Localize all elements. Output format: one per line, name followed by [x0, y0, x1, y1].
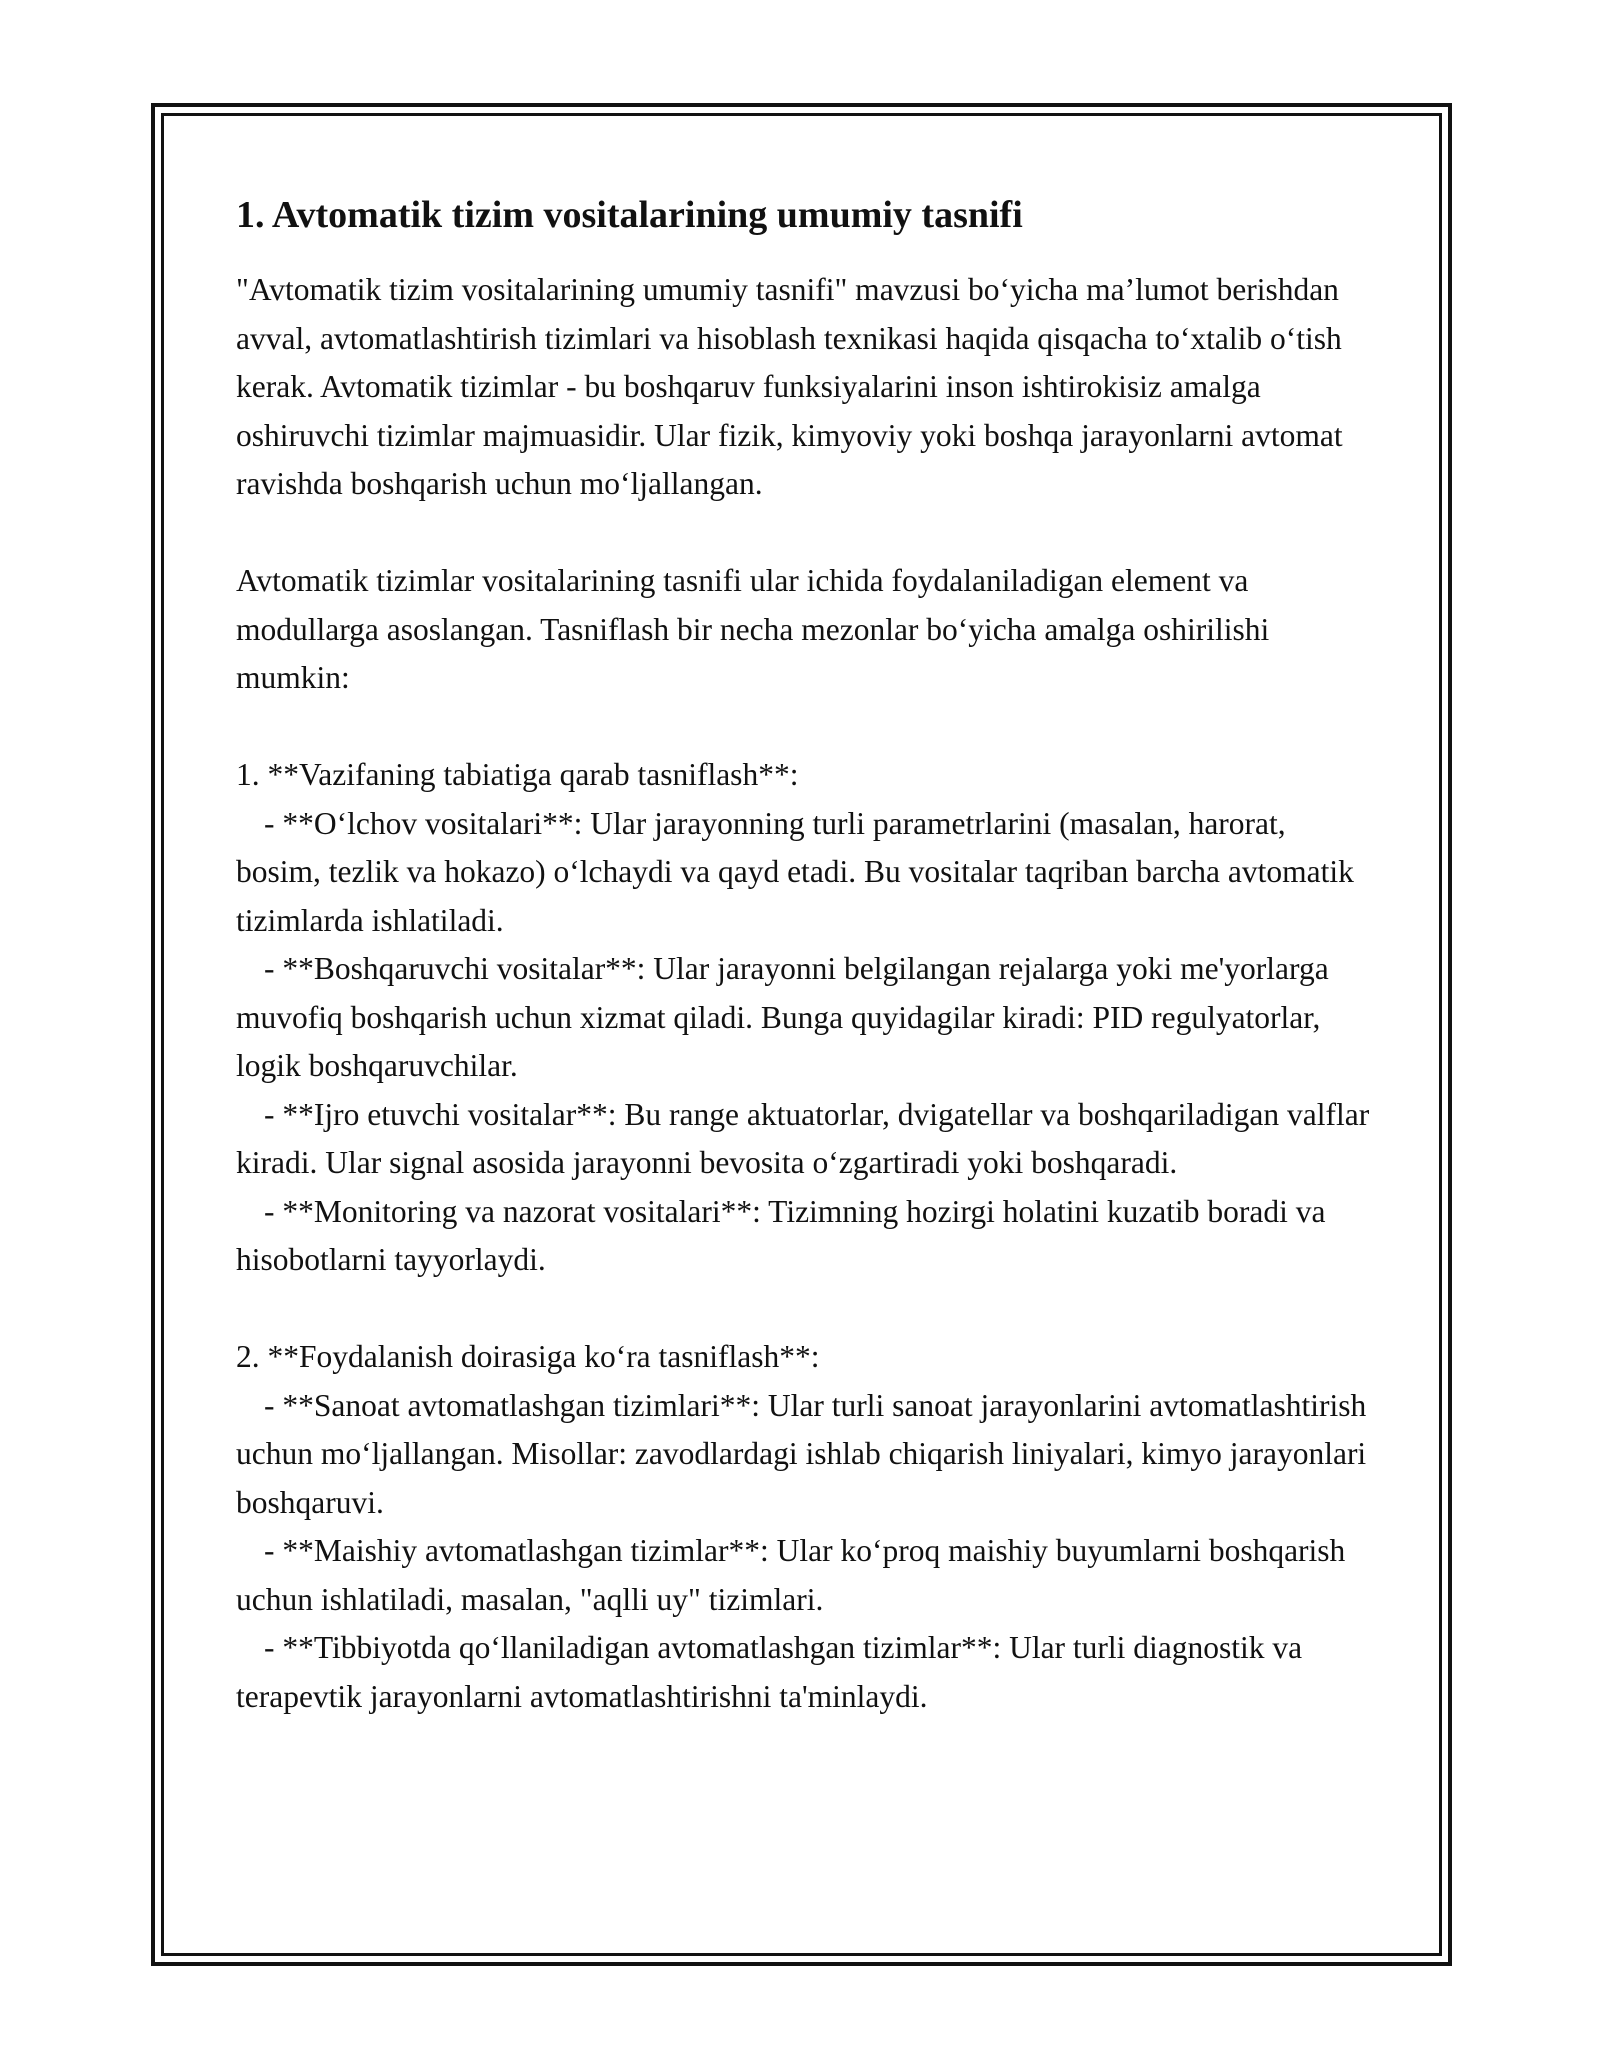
list-item-text: - **Ijro etuvchi vositalar**: Bu range aktuatorlar, dvigatellar va boshqariladigan valflar kiradi. Ular signal asosida jarayonni bevosita o‘zgartiradi yoki boshqaradi. — [236, 1096, 1370, 1180]
document-body — [236, 188, 1376, 1721]
list-item — [236, 1382, 1376, 1528]
section-1 — [236, 751, 1376, 1285]
list-item-text: - **Tibbiyotda qo‘llaniladigan avtomatlashgan tizimlar**: Ular turli diagnostik va terapevtik jarayonlarni avtomatlashtirishni ta'minlaydi. — [236, 1630, 1303, 1714]
list-item-text: - **Boshqaruvchi vositalar**: Ular jarayonni belgilangan rejalarga yoki me'yorlarga muvofiq boshqarish uchun xizmat qiladi. Bunga quyidagilar kiradi: PID regulyatorlar, logik boshqaruvchilar. — [236, 951, 1329, 1083]
list-item-text: - **Maishiy avtomatlashgan tizimlar**: Ular ko‘proq maishiy buyumlarni boshqarish uchun ishlatiladi, masalan, "aqlli uy" tizimlari. — [236, 1533, 1346, 1617]
list-item-text: - **Sanoat avtomatlashgan tizimlari**: Ular turli sanoat jarayonlarini avtomatlashtirish uchun mo‘ljallangan. Misollar: zavodlardagi ishlab chiqarish liniyalari, kimyo jarayonlari boshqaruvi. — [236, 1387, 1367, 1520]
document-title: 1. Avtomatik tizim vositalarining umumiy tasnifi — [236, 194, 1023, 236]
section-heading: 2. **Foydalanish doirasiga ko‘ra tasniflash**: — [236, 1339, 820, 1374]
paragraph-spacer — [236, 509, 1376, 558]
section-2 — [236, 1333, 1376, 1721]
list-item — [236, 1624, 1376, 1721]
list-item — [236, 1188, 1376, 1285]
list-item-text: - **Monitoring va nazorat vositalari**: Tizimning hozirgi holatini kuzatib boradi va hisobotlarni tayyorlaydi. — [236, 1193, 1326, 1277]
classification-paragraph: Avtomatik tizimlar vositalarining tasnifi ular ichida foydalaniladigan element va modullarga asoslangan. Tasniflash bir necha mezonlar bo‘yicha amalga oshirilishi mumkin: — [236, 563, 1270, 695]
intro-paragraph: "Avtomatik tizim vositalarining umumiy tasnifi" mavzusi bo‘yicha ma’lumot berishdan avval, avtomatlashtirish tizimlari va hisoblash texnikasi haqida qisqacha to‘xtalib o‘tish kerak. Avtomatik tizimlar - bu boshqaruv funksiyalarini inson ishtirokisiz amalga oshiruvchi tizimlar majmuasidir. Ular fizik, kimyoviy yoki boshqa jarayonlarni avtomat ravishda boshqarish uchun mo‘ljallangan. — [236, 272, 1343, 501]
list-item — [236, 800, 1376, 946]
list-item — [236, 945, 1376, 1091]
list-item-text: - **O‘lchov vositalari**: Ular jarayonning turli parametrlarini (masalan, harorat, bosim, tezlik va hokazo) o‘lchaydi va qayd etadi. Bu vositalar taqriban barcha avtomatik tizimlarda ishlatiladi. — [236, 805, 1354, 938]
paragraph-spacer — [236, 703, 1376, 752]
paragraph-spacer — [236, 1285, 1376, 1334]
list-item — [236, 1091, 1376, 1188]
section-heading: 1. **Vazifaning tabiatiga qarab tasniflash**: — [236, 757, 799, 792]
list-item — [236, 1527, 1376, 1624]
